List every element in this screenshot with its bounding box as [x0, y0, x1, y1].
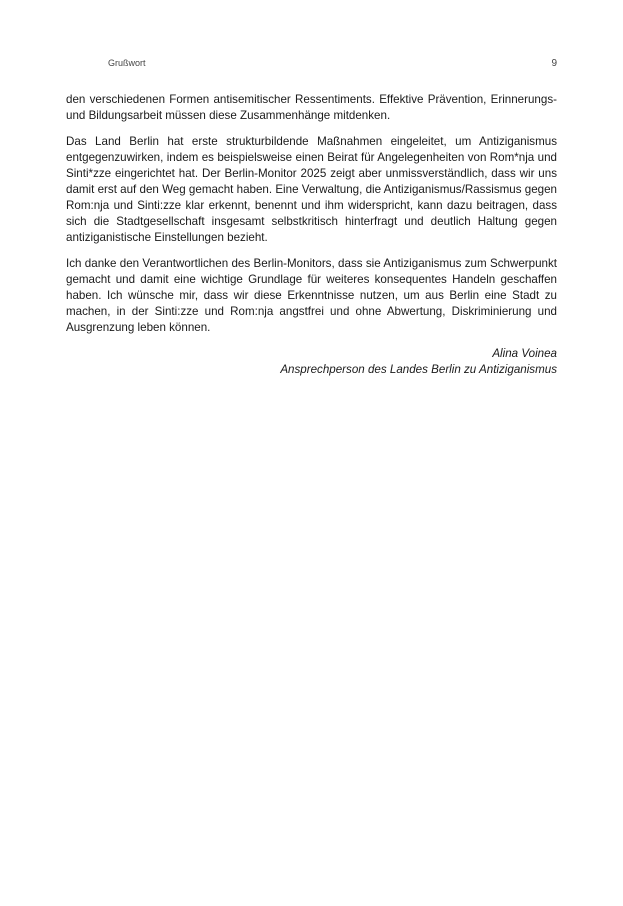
page-number: 9	[551, 58, 557, 69]
paragraph-3: Ich danke den Verantwortlichen des Berlin-Monitors, dass sie Antiziganismus zum Schwerpunkt gemacht und damit eine wichtige Grundlage für weiteres konsequentes Handeln geschaffen haben. Ich wünsche mir, dass wir diese Erkenntnisse nutzen, um aus Berlin eine Stadt zu machen, in der Sinti:zze und Rom:nja angstfrei und ohne Abwertung, Diskriminierung und Ausgrenzung leben können.	[66, 257, 557, 334]
running-header	[108, 58, 557, 72]
signature-block	[66, 346, 557, 378]
section-title: Grußwort	[108, 58, 146, 68]
body-text	[66, 92, 557, 378]
paragraph-2: Das Land Berlin hat erste strukturbildende Maßnahmen eingeleitet, um Antiziganismus entgegenzuwirken, indem es beispielsweise einen Beirat für Angelegenheiten von Rom*nja und Sinti*zze eingerichtet hat. Der Berlin-Monitor 2025 zeigt aber unmissverständlich, dass wir uns damit erst auf den Weg gemacht haben. Eine Verwaltung, die Antiziganismus/Rassismus gegen Rom:nja und Sinti:zze klar erkennt, benennt und ihm widerspricht, kann dazu beitragen, dass sich die Stadtgesellschaft insgesamt selbstkritisch hinterfragt und deutlich Haltung gegen antiziganistische Einstellungen bezieht.	[66, 135, 557, 244]
signature-name: Alina Voinea	[492, 347, 557, 360]
paragraph-1: den verschiedenen Formen antisemitischer Ressentiments. Effektive Prävention, Erinnerungs- und Bildungsarbeit müssen diese Zusammenhänge mitdenken.	[66, 93, 557, 122]
signature-role: Ansprechperson des Landes Berlin zu Antiziganismus	[280, 363, 557, 376]
